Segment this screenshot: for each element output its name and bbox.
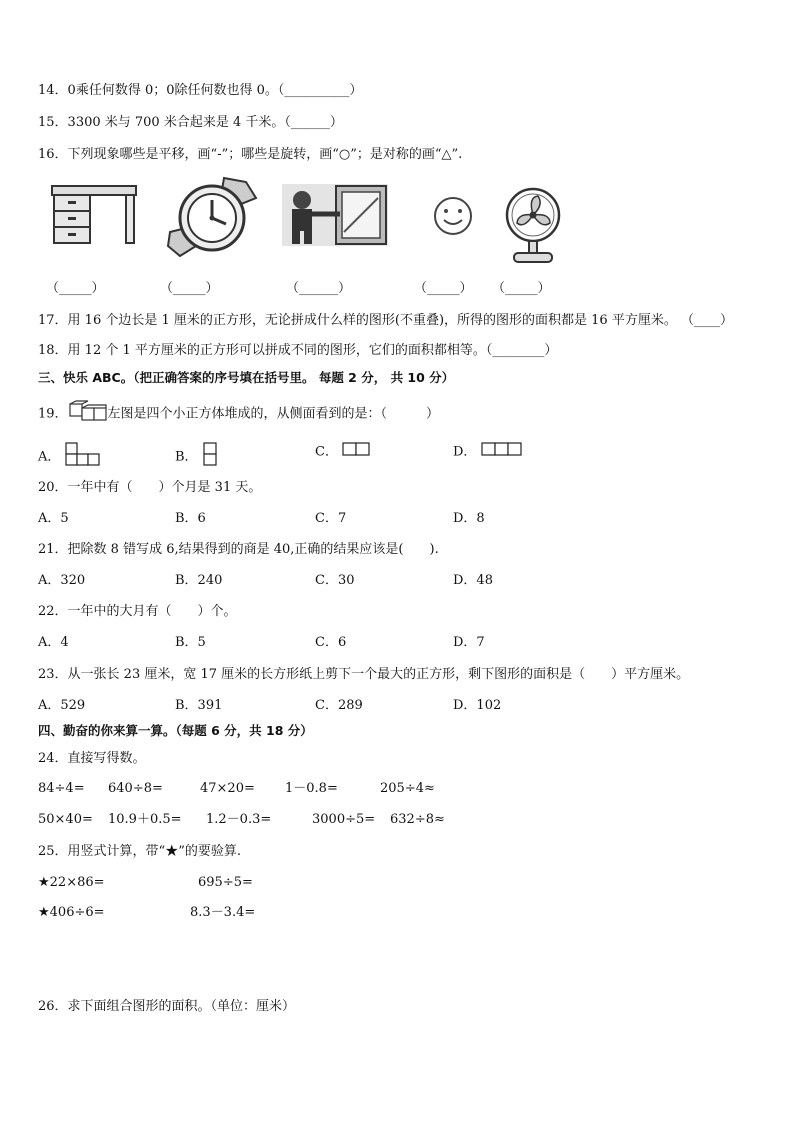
q21-option-b[interactable]: B．240 [175,573,223,588]
answer-paren-2[interactable]: （_____） [160,281,219,296]
question-17: 17．用 16 个边长是 1 厘米的正方形，无论拼成什么样的图形(不重叠)，所得的图形的面积都是 16 平方厘米。 （____） [38,313,733,328]
q23-option-a[interactable]: A．529 [38,698,86,713]
view-shape-a-icon [65,442,103,472]
question-24: 24．直接写得数。 [38,751,146,766]
answer-paren-4[interactable]: （_____） [414,281,473,296]
q19-option-b-label: B． [175,449,198,465]
calc-item: 640÷8= [108,781,163,796]
q23-option-d[interactable]: D．102 [453,698,502,713]
q21-option-c[interactable]: C．30 [315,573,355,588]
desk-icon [50,184,138,250]
stacked-cubes-icon [68,400,108,428]
view-shape-d-icon [481,442,523,462]
q19-option-a[interactable] [38,442,103,472]
q21-option-a[interactable]: A．320 [38,573,86,588]
section-4-heading: 四、勤奋的你来算一算。（每题 6 分，共 18 分） [38,723,313,738]
answer-paren-5[interactable]: （_____） [492,281,551,296]
calc-item: 50×40= [38,812,93,827]
q20-option-a[interactable]: A．5 [38,511,69,526]
calc-item: ★406÷6= [38,905,105,920]
q19-option-c-label: C． [315,444,338,460]
calc-item: 1.2－0.3= [206,812,272,827]
calc-item: 632÷8≈ [390,812,445,827]
question-19-number: 19． [38,406,68,422]
section-3-heading: 三、快乐 ABC。（把正确答案的序号填在括号里。 每题 2 分， 共 10 分） [38,370,455,385]
q19-option-d-label: D． [453,444,477,460]
calc-item: 3000÷5= [312,812,376,827]
calc-item: 695÷5= [198,875,253,890]
question-25: 25．用竖式计算，带“★”的要验算. [38,844,241,859]
question-23: 23．从一张长 23 厘米，宽 17 厘米的长方形纸上剪下一个最大的正方形，剩下图形的面积是（ ）平方厘米。 [38,667,690,682]
q20-option-b[interactable]: B．6 [175,511,206,526]
calc-item: 47×20= [200,781,255,796]
question-15: 15．3300 米与 700 米合起来是 4 千米。（______） [38,115,343,130]
question-18: 18．用 12 个 1 平方厘米的正方形可以拼成不同的图形，它们的面积都相等。（________） [38,343,558,358]
view-shape-c-icon [342,442,372,462]
answer-paren-3[interactable]: （______） [286,281,352,296]
question-16: 16．下列现象哪些是平移，画“-”；哪些是旋转，画“○”；是对称的画“△”. [38,147,463,162]
question-14: 14．0乘任何数得 0；0除任何数也得 0。（__________） [38,83,363,98]
question-22: 22．一年中的大月有（ ）个。 [38,604,237,619]
smiley-face-icon [432,195,474,241]
q19-option-b[interactable] [175,442,218,472]
question-19-text: 左图是四个小正方体堆成的，从侧面看到的是：（ ） [107,406,440,422]
q22-option-b[interactable]: B．5 [175,635,206,650]
q23-option-b[interactable]: B．391 [175,698,223,713]
question-19 [38,400,439,428]
q19-option-a-label: A． [38,449,61,465]
q19-option-d[interactable] [453,442,523,462]
q23-option-c[interactable]: C．289 [315,698,363,713]
q20-option-d[interactable]: D．8 [453,511,485,526]
calc-item: 1－0.8= [285,781,338,796]
question-21: 21．把除数 8 错写成 6,结果得到的商是 40,正确的结果应该是( ). [38,542,439,557]
q22-option-d[interactable]: D．7 [453,635,485,650]
question-26: 26．求下面组合图形的面积。（单位：厘米） [38,999,296,1014]
q21-option-d[interactable]: D．48 [453,573,493,588]
calc-item: 84÷4= [38,781,85,796]
calc-item: 205÷4≈ [380,781,435,796]
watch-icon [166,176,258,262]
calc-item: 8.3－3.4= [190,905,256,920]
q22-option-c[interactable]: C．6 [315,635,347,650]
answer-paren-1[interactable]: （_____） [46,281,105,296]
q20-option-c[interactable]: C．7 [315,511,347,526]
person-pushing-window-icon [282,184,388,250]
calc-item: 10.9＋0.5= [108,812,182,827]
view-shape-b-icon [202,442,218,472]
electric-fan-icon [502,187,564,269]
calc-item: ★22×86= [38,875,105,890]
q19-option-c[interactable] [315,442,372,462]
q22-option-a[interactable]: A．4 [38,635,69,650]
question-20: 20．一年中有（ ）个月是 31 天。 [38,480,262,495]
